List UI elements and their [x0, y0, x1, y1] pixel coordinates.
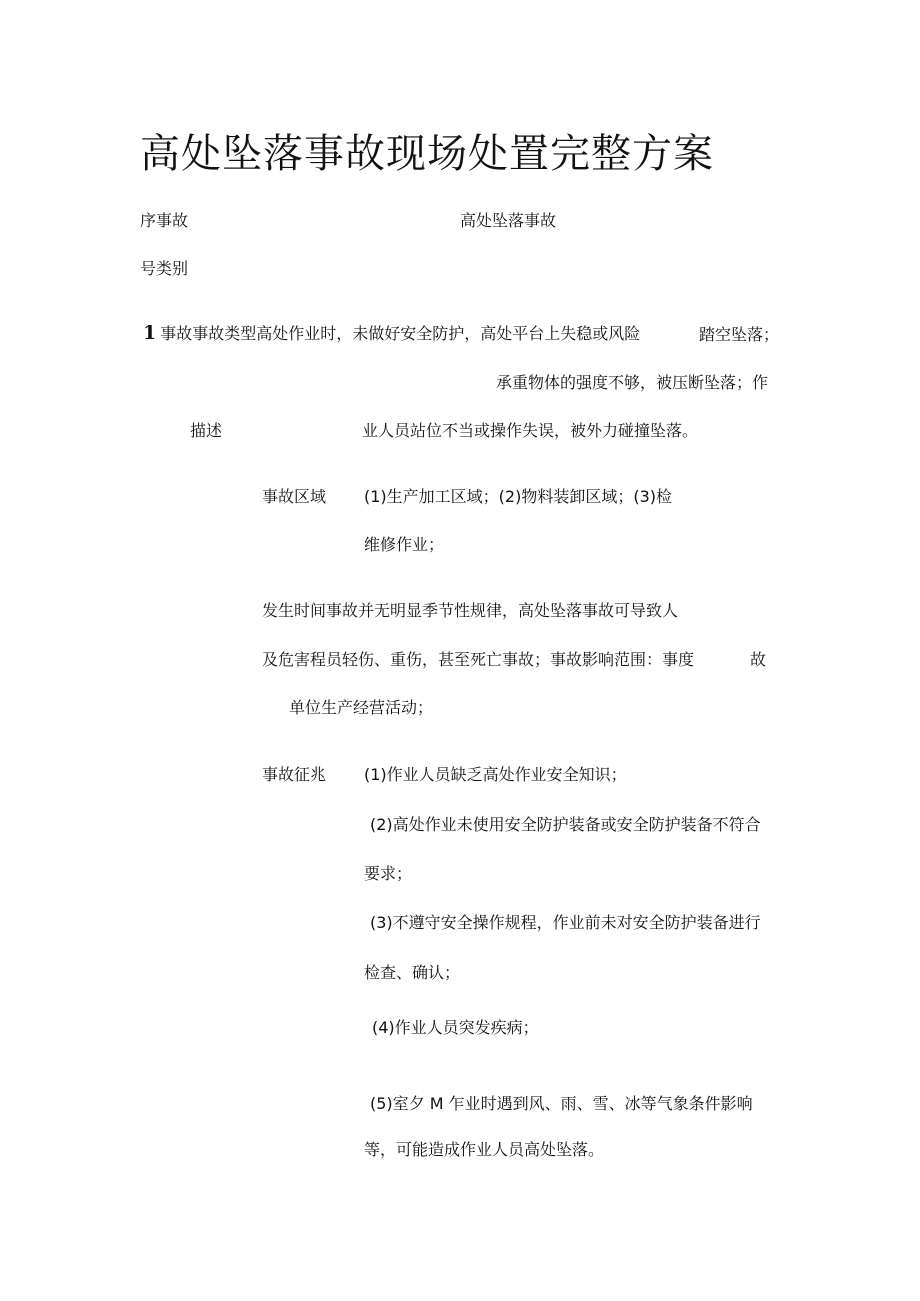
accident-area-text-line1: (1)生产加工区域；(2)物料装卸区域；(3)检: [364, 487, 672, 506]
row-number: 1: [143, 322, 157, 344]
accident-signs-label: 事故征兆: [262, 765, 327, 784]
accident-type-text: 事故事故类型高处作业时，未做好安全防护，高处平台上失稳或风险: [160, 324, 641, 343]
header-number-category-line2: 号类别: [140, 259, 189, 278]
accident-area-label: 事故区域: [262, 487, 327, 506]
document-title: 高处坠落事故现场处置完整方案: [140, 131, 714, 177]
occurrence-time-line1: 发生时间事故并无明显季节性规律，高处坠落事故可导致人: [262, 601, 679, 620]
row-1-line: [143, 323, 640, 344]
sign-item-3-line2: 检查、确认；: [364, 963, 461, 982]
sign-item-3-line1: (3)不遵守安全操作规程，作业前未对安全防护装备进行: [370, 913, 761, 932]
sign-item-5-line2: 等，可能造成作业人员高处坠落。: [364, 1140, 605, 1159]
accident-type-text-line3: 业人员站位不当或操作失误，被外力碰撞坠落。: [362, 421, 699, 440]
accident-type-text-line2: 承重物体的强度不够，被压断坠落；作: [496, 373, 769, 392]
accident-area-text-line2: 维修作业；: [364, 535, 445, 554]
hazard-degree-line2: 及危害程员轻伤、重伤，甚至死亡事故；事故影响范围：事度: [262, 650, 695, 669]
sign-item-4: (4)作业人员突发疾病；: [372, 1018, 539, 1037]
sign-item-2-line1: (2)高处作业未使用安全防护装备或安全防护装备不符合: [370, 815, 761, 834]
description-label: 描述: [190, 421, 223, 440]
sign-item-2-line2: 要求；: [364, 864, 413, 883]
accident-category-value: 高处坠落事故: [460, 211, 557, 230]
sign-item-5-line1: (5)室夕 M 乍业时遇到风、雨、雪、冰等气象条件影响: [370, 1094, 753, 1113]
sign-item-1: (1)作业人员缺乏高处作业安全知识；: [364, 765, 627, 784]
accident-type-text-tail: 踏空坠落；: [699, 325, 780, 344]
impact-scope-line3: 单位生产经营活动；: [289, 698, 434, 717]
header-number-category-line1: 序事故: [140, 211, 189, 230]
hazard-degree-line2-tail: 故: [750, 650, 767, 669]
